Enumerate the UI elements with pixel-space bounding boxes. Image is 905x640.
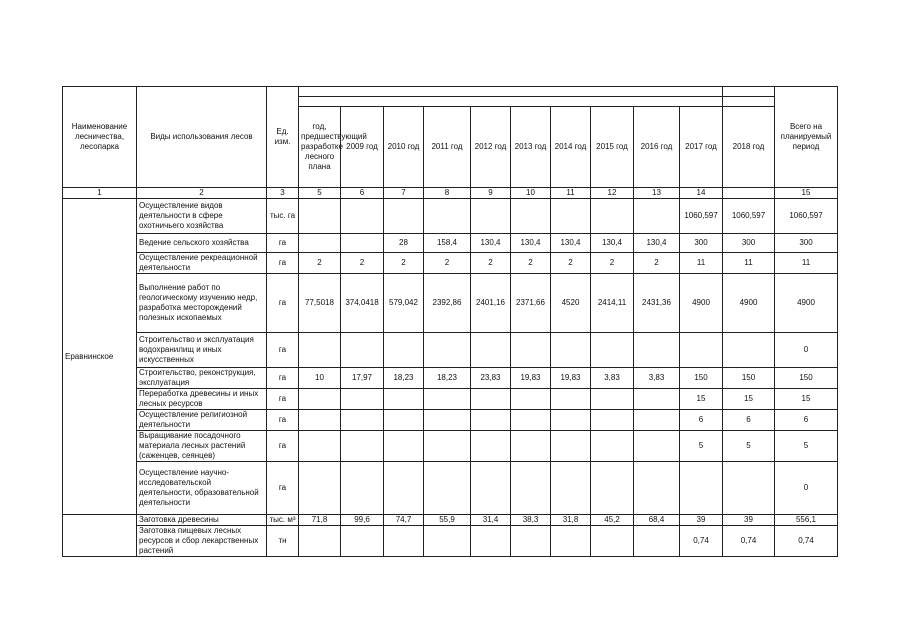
- value-cell: [680, 462, 723, 515]
- value-cell: 5: [680, 431, 723, 462]
- column-number-cell: 6: [341, 188, 384, 199]
- value-cell: 0,74: [680, 526, 723, 557]
- value-cell: [634, 431, 680, 462]
- value-cell: 2: [591, 253, 634, 274]
- value-cell: 2: [471, 253, 511, 274]
- use-type-cell: Выращивание посадочного материала лесных растений (саженцев, сеянцев): [137, 431, 267, 462]
- value-cell: [634, 199, 680, 234]
- value-cell: [471, 389, 511, 410]
- value-cell: 0: [775, 333, 838, 368]
- value-cell: 150: [775, 368, 838, 389]
- value-cell: 2: [341, 253, 384, 274]
- value-cell: 130,4: [511, 234, 551, 253]
- value-cell: 6: [680, 410, 723, 431]
- value-cell: [591, 526, 634, 557]
- value-cell: [299, 410, 341, 431]
- unit-cell: тыс. м³: [267, 515, 299, 526]
- use-type-cell: Осуществление видов деятельности в сфере охотничьего хозяйства: [137, 199, 267, 234]
- value-cell: 300: [723, 234, 775, 253]
- column-numbers-row: [63, 188, 838, 199]
- value-cell: [299, 333, 341, 368]
- value-cell: [511, 410, 551, 431]
- value-cell: 4900: [775, 274, 838, 333]
- value-cell: [634, 462, 680, 515]
- value-cell: 6: [775, 410, 838, 431]
- header-span-cell: [723, 97, 775, 107]
- use-type-cell: Строительство и эксплуатация водохранилищ и иных искусственных: [137, 333, 267, 368]
- value-cell: [511, 462, 551, 515]
- value-cell: 17,97: [341, 368, 384, 389]
- value-cell: 2414,11: [591, 274, 634, 333]
- value-cell: [551, 462, 591, 515]
- table-row: [63, 410, 838, 431]
- forest-use-table: [62, 86, 838, 557]
- value-cell: 77,5018: [299, 274, 341, 333]
- value-cell: [384, 389, 424, 410]
- value-cell: [341, 234, 384, 253]
- value-cell: 2392,86: [424, 274, 471, 333]
- header-prev-year: год, предшествующий разработке лесного плана: [299, 107, 341, 188]
- value-cell: 2: [299, 253, 341, 274]
- value-cell: 158,4: [424, 234, 471, 253]
- value-cell: 1060,597: [680, 199, 723, 234]
- value-cell: 71,8: [299, 515, 341, 526]
- value-cell: [424, 462, 471, 515]
- header-year: 2016 год: [634, 107, 680, 188]
- value-cell: [591, 199, 634, 234]
- table-row: [63, 368, 838, 389]
- value-cell: [591, 410, 634, 431]
- value-cell: 130,4: [634, 234, 680, 253]
- value-cell: [591, 462, 634, 515]
- value-cell: 23,83: [471, 368, 511, 389]
- unit-cell: га: [267, 333, 299, 368]
- table-row: [63, 462, 838, 515]
- value-cell: [341, 526, 384, 557]
- value-cell: [551, 526, 591, 557]
- use-type-cell: Ведение сельского хозяйства: [137, 234, 267, 253]
- header-year: 2009 год: [341, 107, 384, 188]
- value-cell: [384, 526, 424, 557]
- value-cell: 68,4: [634, 515, 680, 526]
- value-cell: 4520: [551, 274, 591, 333]
- value-cell: [511, 526, 551, 557]
- value-cell: [424, 410, 471, 431]
- column-number-cell: 11: [551, 188, 591, 199]
- value-cell: 2401,16: [471, 274, 511, 333]
- use-type-cell: Осуществление рекреационной деятельности: [137, 253, 267, 274]
- forestry-name-cell: Еравнинское: [63, 199, 137, 515]
- value-cell: 300: [775, 234, 838, 253]
- table-row: [63, 515, 838, 526]
- value-cell: 55,9: [424, 515, 471, 526]
- value-cell: 19,83: [551, 368, 591, 389]
- value-cell: [511, 199, 551, 234]
- value-cell: 6: [723, 410, 775, 431]
- value-cell: [634, 526, 680, 557]
- value-cell: [591, 389, 634, 410]
- table-row: [63, 526, 838, 557]
- value-cell: 579,042: [384, 274, 424, 333]
- header-total: Всего на планируемый период: [775, 87, 838, 188]
- column-number-cell: 12: [591, 188, 634, 199]
- value-cell: [341, 333, 384, 368]
- forestry-blank-cell: [63, 515, 137, 557]
- value-cell: 150: [723, 368, 775, 389]
- use-type-cell: Строительство, реконструкция, эксплуатация: [137, 368, 267, 389]
- header-use-types: Виды использования лесов: [137, 87, 267, 188]
- value-cell: [591, 431, 634, 462]
- value-cell: 3,83: [634, 368, 680, 389]
- value-cell: 19,83: [511, 368, 551, 389]
- value-cell: 3,83: [591, 368, 634, 389]
- use-type-cell: Осуществление религиозной деятельности: [137, 410, 267, 431]
- value-cell: 11: [775, 253, 838, 274]
- value-cell: [680, 333, 723, 368]
- column-number-cell: [723, 188, 775, 199]
- value-cell: 150: [680, 368, 723, 389]
- value-cell: [299, 431, 341, 462]
- value-cell: [384, 199, 424, 234]
- value-cell: [723, 333, 775, 368]
- value-cell: [634, 333, 680, 368]
- value-cell: [511, 333, 551, 368]
- unit-cell: га: [267, 274, 299, 333]
- value-cell: 5: [775, 431, 838, 462]
- value-cell: 5: [723, 431, 775, 462]
- table-row: [63, 234, 838, 253]
- header-year: 2010 год: [384, 107, 424, 188]
- value-cell: 130,4: [551, 234, 591, 253]
- column-number-cell: 9: [471, 188, 511, 199]
- column-number-cell: 8: [424, 188, 471, 199]
- value-cell: 11: [680, 253, 723, 274]
- value-cell: 31,8: [551, 515, 591, 526]
- header-year: 2015 год: [591, 107, 634, 188]
- value-cell: 1060,597: [775, 199, 838, 234]
- header-year: 2018 год: [723, 107, 775, 188]
- header-year: 2013 год: [511, 107, 551, 188]
- column-number-cell: 13: [634, 188, 680, 199]
- value-cell: 0: [775, 462, 838, 515]
- value-cell: 4900: [680, 274, 723, 333]
- header-year: 2012 год: [471, 107, 511, 188]
- column-number-cell: 14: [680, 188, 723, 199]
- value-cell: [591, 333, 634, 368]
- value-cell: [424, 526, 471, 557]
- column-number-cell: 1: [63, 188, 137, 199]
- value-cell: 31,4: [471, 515, 511, 526]
- value-cell: [384, 462, 424, 515]
- value-cell: [424, 333, 471, 368]
- column-number-cell: 2: [137, 188, 267, 199]
- unit-cell: га: [267, 234, 299, 253]
- value-cell: [384, 333, 424, 368]
- value-cell: [341, 462, 384, 515]
- table-row: [63, 199, 838, 234]
- value-cell: [424, 199, 471, 234]
- unit-cell: тыс. га: [267, 199, 299, 234]
- header-year: 2017 год: [680, 107, 723, 188]
- value-cell: [634, 389, 680, 410]
- value-cell: 18,23: [384, 368, 424, 389]
- value-cell: 11: [723, 253, 775, 274]
- value-cell: [551, 431, 591, 462]
- header-year: 2014 год: [551, 107, 591, 188]
- value-cell: 2: [551, 253, 591, 274]
- value-cell: 1060,597: [723, 199, 775, 234]
- value-cell: 28: [384, 234, 424, 253]
- value-cell: [299, 389, 341, 410]
- value-cell: 2431,36: [634, 274, 680, 333]
- value-cell: [341, 199, 384, 234]
- value-cell: [511, 389, 551, 410]
- value-cell: 18,23: [424, 368, 471, 389]
- header-unit: Ед. изм.: [267, 87, 299, 188]
- value-cell: 74,7: [384, 515, 424, 526]
- header-span-cell: [723, 87, 775, 97]
- unit-cell: га: [267, 410, 299, 431]
- value-cell: 4900: [723, 274, 775, 333]
- value-cell: 39: [680, 515, 723, 526]
- value-cell: 374,0418: [341, 274, 384, 333]
- unit-cell: га: [267, 253, 299, 274]
- value-cell: [471, 462, 511, 515]
- value-cell: [424, 431, 471, 462]
- value-cell: [551, 333, 591, 368]
- table-row: [63, 389, 838, 410]
- value-cell: [471, 431, 511, 462]
- header-spacer-row: [63, 87, 838, 97]
- unit-cell: тн: [267, 526, 299, 557]
- value-cell: 2371,66: [511, 274, 551, 333]
- value-cell: [341, 410, 384, 431]
- column-number-cell: 10: [511, 188, 551, 199]
- value-cell: [551, 199, 591, 234]
- value-cell: 2: [384, 253, 424, 274]
- value-cell: [384, 431, 424, 462]
- unit-cell: га: [267, 462, 299, 515]
- value-cell: 2: [634, 253, 680, 274]
- value-cell: [551, 410, 591, 431]
- value-cell: [551, 389, 591, 410]
- value-cell: [424, 389, 471, 410]
- value-cell: 130,4: [471, 234, 511, 253]
- value-cell: [511, 431, 551, 462]
- value-cell: 0,74: [723, 526, 775, 557]
- column-number-cell: 5: [299, 188, 341, 199]
- value-cell: [341, 389, 384, 410]
- column-number-cell: 3: [267, 188, 299, 199]
- column-number-cell: 15: [775, 188, 838, 199]
- value-cell: 300: [680, 234, 723, 253]
- value-cell: [384, 410, 424, 431]
- value-cell: 0,74: [775, 526, 838, 557]
- use-type-cell: Осуществление научно-исследовательской деятельности, образовательной деятельности: [137, 462, 267, 515]
- value-cell: 2: [424, 253, 471, 274]
- table-row: [63, 431, 838, 462]
- use-type-cell: Переработка древесины и иных лесных ресурсов: [137, 389, 267, 410]
- value-cell: 15: [775, 389, 838, 410]
- value-cell: [634, 410, 680, 431]
- unit-cell: га: [267, 389, 299, 410]
- use-type-cell: Заготовка древесины: [137, 515, 267, 526]
- value-cell: [299, 526, 341, 557]
- value-cell: [299, 199, 341, 234]
- value-cell: [471, 526, 511, 557]
- value-cell: 2: [511, 253, 551, 274]
- value-cell: [471, 410, 511, 431]
- value-cell: [471, 333, 511, 368]
- value-cell: 99,6: [341, 515, 384, 526]
- table-row: [63, 274, 838, 333]
- value-cell: [341, 431, 384, 462]
- value-cell: 39: [723, 515, 775, 526]
- table-row: [63, 253, 838, 274]
- use-type-cell: Заготовка пищевых лесных ресурсов и сбор лекарственных растений: [137, 526, 267, 557]
- header-forestry: Наименование лесничества, лесопарка: [63, 87, 137, 188]
- column-number-cell: 7: [384, 188, 424, 199]
- value-cell: [299, 462, 341, 515]
- value-cell: 556,1: [775, 515, 838, 526]
- value-cell: 15: [680, 389, 723, 410]
- table-row: [63, 333, 838, 368]
- value-cell: 10: [299, 368, 341, 389]
- value-cell: 45,2: [591, 515, 634, 526]
- header-span-cell: [299, 87, 723, 97]
- header-year: 2011 год: [424, 107, 471, 188]
- unit-cell: га: [267, 368, 299, 389]
- value-cell: [471, 199, 511, 234]
- value-cell: 38,3: [511, 515, 551, 526]
- unit-cell: га: [267, 431, 299, 462]
- value-cell: 130,4: [591, 234, 634, 253]
- value-cell: [299, 234, 341, 253]
- value-cell: [723, 462, 775, 515]
- use-type-cell: Выполнение работ по геологическому изучению недр, разработка месторождений полезных ископаемых: [137, 274, 267, 333]
- header-span-cell: [299, 97, 723, 107]
- value-cell: 15: [723, 389, 775, 410]
